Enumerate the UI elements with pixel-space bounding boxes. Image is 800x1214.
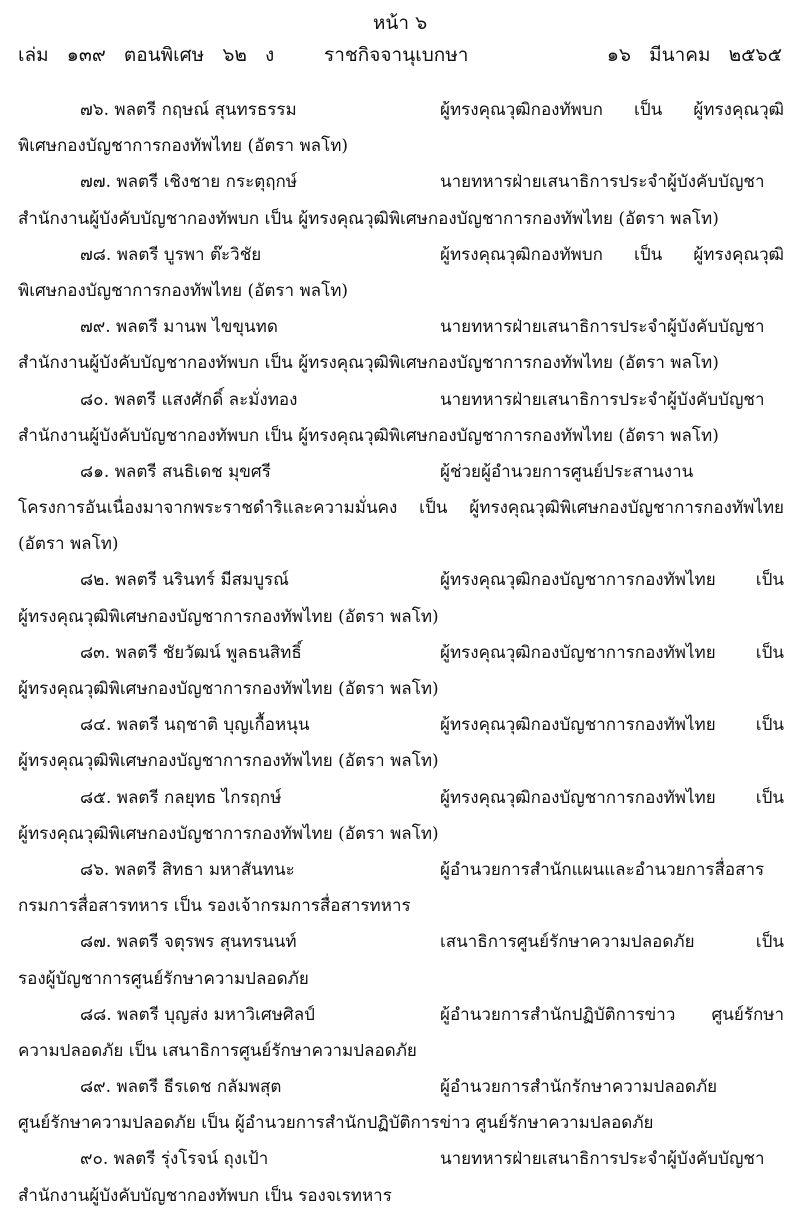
position-continuation: สำนักงานผู้บังคับบัญชากองทัพบก เป็น รองจเรทหาร (18, 1185, 392, 1206)
appointment-entry (18, 382, 784, 454)
position-continuation: สำนักงานผู้บังคับบัญชากองทัพบก เป็น ผู้ทรงคุณวุฒิพิเศษกองบัญชาการกองทัพไทย (อัตรา พลโท) (18, 353, 719, 374)
issue-date: ๑๖ มีนาคม ๒๕๖๕ (606, 44, 782, 66)
position-text: ผู้อำนวยการสำนักแผนและอำนวยการสื่อสาร (440, 859, 765, 880)
appointment-entry (18, 1141, 784, 1213)
position-continuation: รองผู้บัญชาการศูนย์รักษาความปลอดภัย (18, 968, 309, 989)
position-continuation: โครงการอันเนื่องมาจากพระราชดำริและความมั่นคง เป็น ผู้ทรงคุณวุฒิพิเศษกองบัญชาการกองทัพไทย (18, 498, 784, 519)
publication-title: ราชกิจจานุเบกษา (324, 44, 469, 66)
position-text: นายทหารฝ่ายเสนาธิการประจำผู้บังคับบัญชา (440, 1149, 765, 1170)
appointment-entry (18, 924, 784, 996)
appointment-entry (18, 707, 784, 779)
position-continuation: สำนักงานผู้บังคับบัญชากองทัพบก เป็น ผู้ทรงคุณวุฒิพิเศษกองบัญชาการกองทัพไทย (อัตรา พลโท) (18, 208, 719, 229)
appointment-entry (18, 237, 784, 309)
officer-name: ๘๒. พลตรี นรินทร์ มีสมบูรณ์ (80, 570, 289, 591)
appointment-entry (18, 1069, 784, 1141)
appointment-entry (18, 92, 784, 164)
position-text: ผู้ช่วยผู้อำนวยการศูนย์ประสานงาน (440, 461, 694, 482)
position-text: ผู้ทรงคุณวุฒิกองบัญชาการกองทัพไทย เป็น (440, 642, 784, 663)
position-text: เสนาธิการศูนย์รักษาความปลอดภัย เป็น (440, 932, 784, 953)
officer-name: ๘๘. พลตรี บุญส่ง มหาวิเศษศิลป์ (80, 1004, 315, 1025)
appointment-entry (18, 780, 784, 852)
officer-name: ๘๔. พลตรี นฤชาติ บุญเกื้อหนุน (80, 715, 310, 736)
position-continuation: ผู้ทรงคุณวุฒิพิเศษกองบัญชาการกองทัพไทย (อัตรา พลโท) (18, 751, 439, 772)
officer-name: ๗๘. พลตรี บูรพา ต๊ะวิชัย (80, 244, 262, 265)
position-text: ผู้ทรงคุณวุฒิกองบัญชาการกองทัพไทย เป็น (440, 570, 784, 591)
officer-name: ๙๐. พลตรี รุ่งโรจน์ ถุงเป้า (80, 1149, 269, 1170)
officer-name: ๘๖. พลตรี สิทธา มหาสันทนะ (80, 859, 295, 880)
volume-issue: เล่ม ๑๓๙ ตอนพิเศษ ๖๒ ง (18, 44, 275, 66)
position-continuation: ผู้ทรงคุณวุฒิพิเศษกองบัญชาการกองทัพไทย (อัตรา พลโท) (18, 823, 439, 844)
appointment-entry (18, 309, 784, 381)
appointment-entry (18, 635, 784, 707)
position-text: ผู้ทรงคุณวุฒิกองทัพบก เป็น ผู้ทรงคุณวุฒิ (440, 100, 784, 120)
position-text: ผู้ทรงคุณวุฒิกองทัพบก เป็น ผู้ทรงคุณวุฒิ (440, 244, 784, 265)
position-text: ผู้อำนวยการสำนักรักษาความปลอดภัย (440, 1077, 718, 1098)
appointment-entry (18, 997, 784, 1069)
position-text: ผู้ทรงคุณวุฒิกองบัญชาการกองทัพไทย เป็น (440, 787, 784, 808)
position-text: ผู้อำนวยการสำนักปฏิบัติการข่าว ศูนย์รักษา (440, 1004, 784, 1025)
officer-name: ๘๑. พลตรี สนธิเดช มุขศรี (80, 461, 271, 482)
position-text: นายทหารฝ่ายเสนาธิการประจำผู้บังคับบัญชา (440, 317, 765, 338)
position-continuation: สำนักงานผู้บังคับบัญชากองทัพบก เป็น ผู้ทรงคุณวุฒิพิเศษกองบัญชาการกองทัพไทย (อัตรา พลโท) (18, 425, 719, 446)
appointment-entry (18, 852, 784, 924)
appointment-entry (18, 164, 784, 236)
appointment-entry (18, 454, 784, 563)
officer-name: ๘๐. พลตรี แสงศักดิ์ ละมั่งทอง (80, 389, 298, 410)
officer-name: ๘๗. พลตรี จตุรพร สุนทรนนท์ (80, 932, 297, 953)
position-continuation: กรมการสื่อสารทหาร เป็น รองเจ้ากรมการสื่อสารทหาร (18, 896, 411, 917)
position-continuation: ความปลอดภัย เป็น เสนาธิการศูนย์รักษาความปลอดภัย (18, 1040, 417, 1061)
officer-name: ๗๙. พลตรี มานพ ไขขุนทด (80, 317, 278, 338)
position-continuation: พิเศษกองบัญชาการกองทัพไทย (อัตรา พลโท) (18, 280, 349, 301)
officer-name: ๘๕. พลตรี กลยุทธ ไกรฤกษ์ (80, 787, 282, 808)
position-continuation: ศูนย์รักษาความปลอดภัย เป็น ผู้อำนวยการสำนักปฏิบัติการข่าว ศูนย์รักษาความปลอดภัย (18, 1113, 654, 1134)
officer-name: ๗๗. พลตรี เชิงชาย กระตุฤกษ์ (80, 172, 298, 193)
officer-name: ๘๙. พลตรี ธีรเดช กลัมพสุต (80, 1077, 282, 1098)
officer-name: ๗๖. พลตรี กฤษณ์ สุนทรธรรม (80, 100, 297, 120)
position-continuation: ผู้ทรงคุณวุฒิพิเศษกองบัญชาการกองทัพไทย (อัตรา พลโท) (18, 606, 439, 627)
officer-name: ๘๓. พลตรี ชัยวัฒน์ พูลธนสิทธิ์ (80, 642, 302, 663)
position-text: ผู้ทรงคุณวุฒิกองบัญชาการกองทัพไทย เป็น (440, 715, 784, 736)
position-continuation: (อัตรา พลโท) (18, 534, 119, 555)
appointment-entry (18, 562, 784, 634)
appointment-list (18, 92, 784, 1214)
position-text: นายทหารฝ่ายเสนาธิการประจำผู้บังคับบัญชา (440, 172, 765, 193)
position-continuation: พิเศษกองบัญชาการกองทัพไทย (อัตรา พลโท) (18, 136, 349, 157)
position-continuation: ผู้ทรงคุณวุฒิพิเศษกองบัญชาการกองทัพไทย (อัตรา พลโท) (18, 679, 439, 699)
page-number: หน้า ๖ (372, 12, 428, 34)
position-text: นายทหารฝ่ายเสนาธิการประจำผู้บังคับบัญชา (440, 389, 765, 410)
